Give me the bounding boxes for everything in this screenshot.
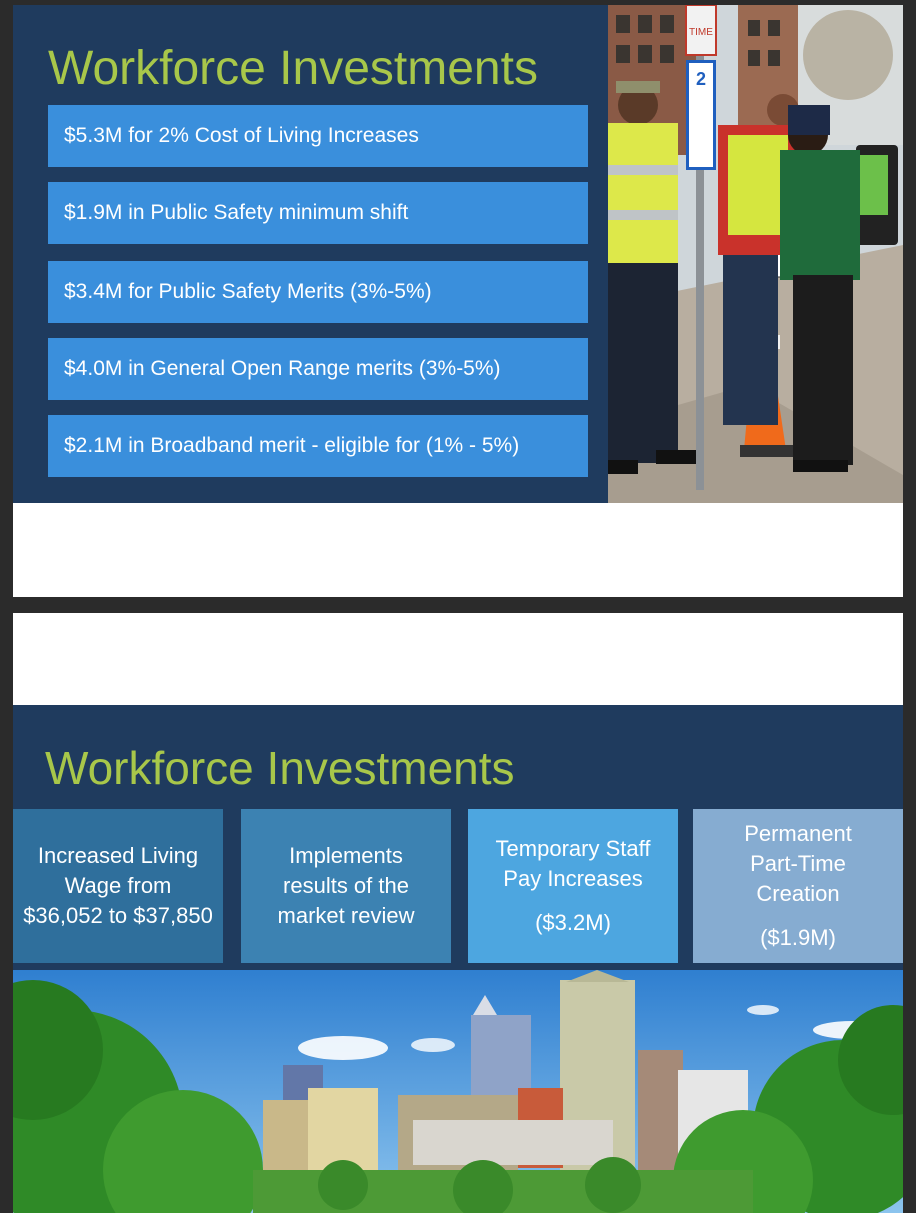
living-wage-box: [13, 809, 223, 963]
temporary-staff-box: [468, 809, 678, 963]
city-skyline-photo: [13, 970, 903, 1213]
investment-item-cola: $5.3M for 2% Cost of Living Increases: [48, 105, 588, 167]
temporary-staff-amount: ($3.2M): [535, 910, 611, 935]
slide1-content-panel: [13, 5, 608, 503]
investment-item-public-safety-merits: $3.4M for Public Safety Merits (3%-5%): [48, 261, 588, 323]
slide1-title: Workforce Investments: [48, 42, 538, 95]
part-time-creation-text: Permanent Part-Time Creation: [744, 821, 852, 906]
living-wage-text: Increased Living Wage from $36,052 to $37,850: [23, 843, 213, 928]
investment-item-broadband-merit: $2.1M in Broadband merit - eligible for (1% - 5%): [48, 415, 588, 477]
investment-item-open-range-merits: $4.0M in General Open Range merits (3%-5%): [48, 338, 588, 400]
investment-item-public-safety-shift: $1.9M in Public Safety minimum shift: [48, 182, 588, 244]
slide-workforce-investments-2: [13, 613, 903, 1213]
slide2-title: Workforce Investments: [45, 742, 515, 794]
part-time-creation-amount: ($1.9M): [760, 925, 836, 950]
slide-workforce-investments-1: [13, 5, 903, 597]
part-time-creation-box: [693, 809, 903, 963]
workers-photo: [608, 5, 903, 503]
temporary-staff-text: Temporary Staff Pay Increases: [495, 836, 651, 891]
slide2-content-panel: [13, 705, 903, 970]
market-review-box: [241, 809, 451, 963]
market-review-text: Implements results of the market review: [277, 843, 415, 928]
parking-sign-number: 2: [695, 69, 707, 89]
tow-sign-text: TIME: [689, 27, 713, 38]
